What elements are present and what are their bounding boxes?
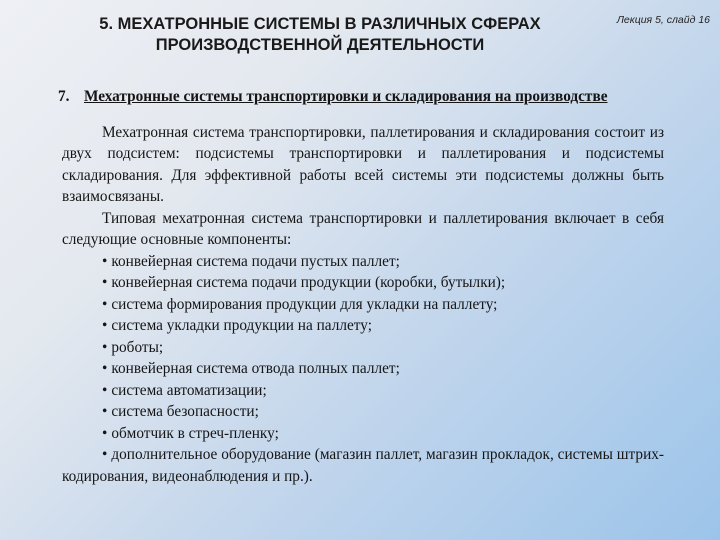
list-item bbox=[62, 315, 664, 337]
list-item bbox=[62, 251, 664, 273]
bullet-icon: • bbox=[102, 295, 108, 313]
bullet-icon: • bbox=[102, 338, 108, 356]
paragraph-components: Типовая мехатронная система транспортировки и паллетирования включает в себя следующие основные компоненты: bbox=[62, 209, 664, 248]
bullet-icon: • bbox=[102, 274, 108, 291]
paragraph-intro: Мехатронная система транспортировки, паллетирования и складирования состоит из двух подсистем: подсистемы транспортировки и паллетирования и подсистемы складирования. Для эффективной работы всей системы эти подсистемы должны быть взаимосвязаны. bbox=[62, 123, 664, 205]
slide-title-line-2: ПРОИЗВОДСТВЕННОЙ ДЕЯТЕЛЬНОСТИ bbox=[155, 36, 485, 54]
list-item bbox=[62, 272, 664, 294]
bullet-icon: • bbox=[102, 403, 108, 420]
section-number: 7. bbox=[58, 88, 70, 105]
bullet-icon: • bbox=[102, 424, 108, 442]
bullet-icon: • bbox=[102, 317, 108, 334]
bullet-icon: • bbox=[102, 252, 108, 270]
list-item-text: роботы; bbox=[111, 338, 164, 356]
list-item-text: обмотчик в стреч-пленку; bbox=[111, 424, 279, 442]
slide-title-line-1: 5. МЕХАТРОННЫЕ СИСТЕМЫ В РАЗЛИЧНЫХ СФЕРАХ bbox=[99, 15, 541, 33]
list-item bbox=[62, 358, 664, 380]
list-item-text: система автоматизации; bbox=[111, 381, 267, 399]
list-item bbox=[62, 423, 664, 445]
list-item-text: система укладки продукции на паллету; bbox=[111, 317, 372, 334]
components-list bbox=[62, 251, 664, 488]
list-item bbox=[62, 380, 664, 402]
slide-content bbox=[58, 86, 664, 487]
list-item bbox=[62, 294, 664, 316]
list-item-text: система безопасности; bbox=[111, 403, 259, 420]
list-item-text: конвейерная система отвода полных паллет; bbox=[111, 360, 400, 377]
list-item bbox=[62, 444, 664, 487]
bullet-icon: • bbox=[102, 446, 108, 463]
list-item-text: конвейерная система подачи пустых паллет; bbox=[111, 252, 400, 270]
list-item-text: конвейерная система подачи продукции (коробки, бутылки); bbox=[111, 274, 506, 291]
section-heading bbox=[58, 86, 664, 108]
lecture-slide-label: Лекция 5, слайд 16 bbox=[616, 14, 710, 26]
bullet-icon: • bbox=[102, 360, 108, 377]
list-item-text: дополнительное оборудование (магазин паллет, магазин прокладок, системы штрих-кодирования, видеонаблюдения и пр.). bbox=[62, 446, 664, 485]
list-item bbox=[62, 337, 664, 359]
list-item-text: система формирования продукции для укладки на паллету; bbox=[111, 295, 498, 313]
list-item bbox=[62, 401, 664, 423]
bullet-icon: • bbox=[102, 381, 108, 399]
section-heading-text: Мехатронные системы транспортировки и складирования на производстве bbox=[84, 88, 608, 105]
slide-title bbox=[40, 14, 600, 56]
